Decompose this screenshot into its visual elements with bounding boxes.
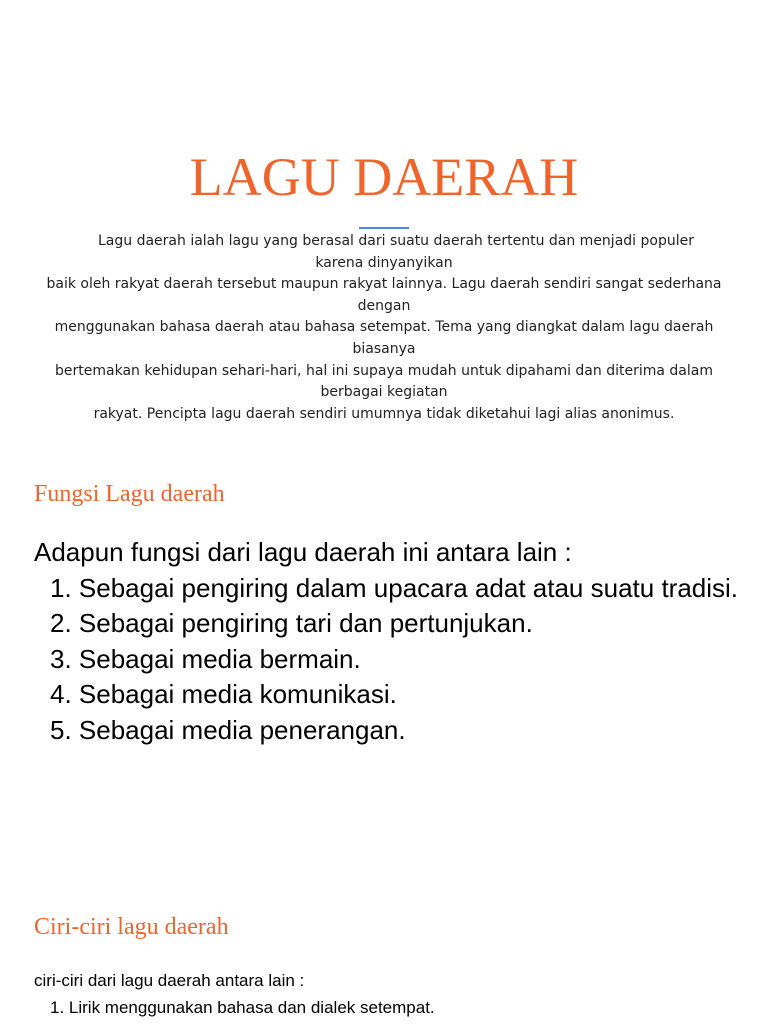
fungsi-lead: Adapun fungsi dari lagu daerah ini antara lain : (34, 537, 572, 567)
list-item: 1. Lirik menggunakan bahasa dan dialek setempat. (50, 998, 435, 1017)
intro-line: berbagai kegiatan (320, 384, 448, 401)
intro-line: biasanya (352, 340, 416, 357)
intro-line: karena dinyanyikan (315, 254, 453, 271)
page-title: LAGU DAERAH (189, 147, 579, 207)
intro-line: baik oleh rakyat daerah tersebut maupun rakyat lainnya. Lagu daerah sendiri sangat sederhana (46, 276, 722, 293)
intro-line: bertemakan kehidupan sehari-hari, hal ini supaya mudah untuk dipahami dan diterima dalam (55, 362, 713, 379)
list-item: 3. Sebagai media bermain. (50, 643, 361, 674)
list-item: 4. Sebagai media komunikasi. (50, 679, 397, 709)
section-heading-fungsi: Fungsi Lagu daerah (34, 481, 225, 507)
intro-line: dengan (357, 297, 411, 314)
intro-paragraph (24, 231, 744, 425)
title-underline (359, 227, 409, 229)
intro-line: Lagu daerah ialah lagu yang berasal dari suatu daerah tertentu dan menjadi populer (98, 233, 694, 249)
intro-line: menggunakan bahasa daerah atau bahasa setempat. Tema yang diangkat dalam lagu daerah (54, 319, 714, 336)
intro-line: rakyat. Pencipta lagu daerah sendiri umumnya tidak diketahui lagi alias anonimus. (93, 405, 675, 422)
list-item: 2. Sebagai pengiring tari dan pertunjukan. (50, 608, 533, 638)
section-heading-ciri: Ciri-ciri lagu daerah (34, 914, 229, 940)
fungsi-section (34, 535, 744, 748)
fungsi-list (34, 571, 744, 749)
list-item: 1. Sebagai pengiring dalam upacara adat atau suatu tradisi. (50, 572, 739, 603)
ciri-section (34, 967, 744, 1021)
ciri-lead: ciri-ciri dari lagu daerah antara lain : (34, 971, 305, 990)
list-item: 5. Sebagai media penerangan. (50, 714, 406, 745)
ciri-list (34, 994, 744, 1021)
